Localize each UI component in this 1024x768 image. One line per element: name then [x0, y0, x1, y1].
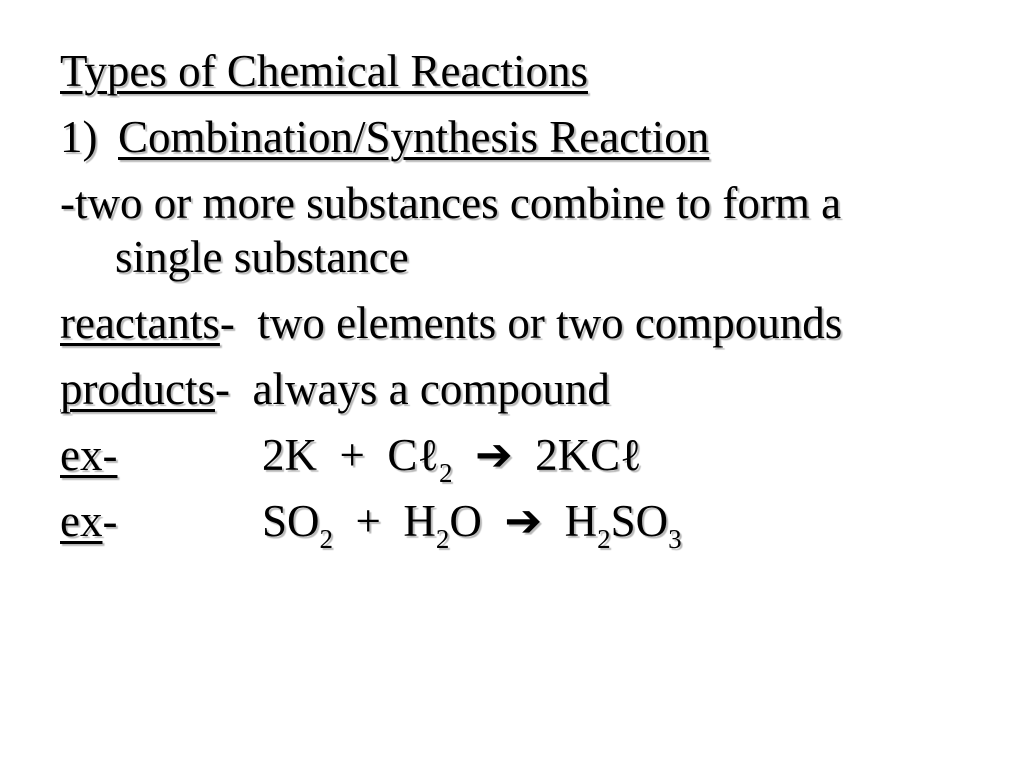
- subscript: 2: [438, 458, 453, 488]
- formula-part: + H: [333, 496, 436, 546]
- products-line: [60, 362, 988, 416]
- example-2-label-plain: -: [102, 496, 118, 546]
- list-number: 1): [60, 112, 98, 162]
- subscript: 2: [597, 524, 611, 554]
- example-2-formula: [262, 494, 682, 554]
- example-1-formula: [262, 428, 642, 488]
- example-1-label: [60, 428, 262, 482]
- example-2-label: [60, 494, 262, 548]
- title-paragraph: [60, 44, 988, 98]
- formula-part: SO: [262, 496, 320, 546]
- products-term: products: [60, 364, 215, 414]
- formula-part: [452, 430, 475, 480]
- definition-line-1: -two or more substances combine to form a: [60, 178, 842, 228]
- definition-paragraph: [60, 176, 988, 284]
- example-1-label-underlined: ex-: [60, 430, 118, 480]
- example-2-label-underlined: ex: [60, 496, 103, 546]
- subscript: 3: [668, 524, 682, 554]
- numbered-item: [60, 110, 988, 164]
- formula-part: SO: [610, 496, 669, 546]
- products-description: - always a compound: [214, 364, 610, 414]
- formula-part: O: [449, 496, 505, 546]
- formula-part: 2KCℓ: [512, 430, 642, 480]
- right-arrow-icon: ➔: [474, 428, 513, 481]
- reactants-term: reactants: [60, 298, 220, 348]
- numbered-item-label: Combination/Synthesis Reaction: [118, 112, 710, 162]
- subscript: 2: [435, 524, 450, 554]
- right-arrow-icon: ➔: [504, 494, 543, 547]
- reactants-description: - two elements or two compounds: [219, 298, 843, 348]
- formula-part: 2K + Cℓ: [262, 430, 439, 480]
- reactants-line: [60, 296, 988, 350]
- subscript: 2: [319, 524, 334, 554]
- formula-part: H: [542, 496, 598, 546]
- example-line-2: [60, 494, 988, 554]
- page-title: Types of Chemical Reactions: [60, 46, 588, 96]
- definition-line-2: single substance: [115, 232, 409, 282]
- example-line-1: [60, 428, 988, 488]
